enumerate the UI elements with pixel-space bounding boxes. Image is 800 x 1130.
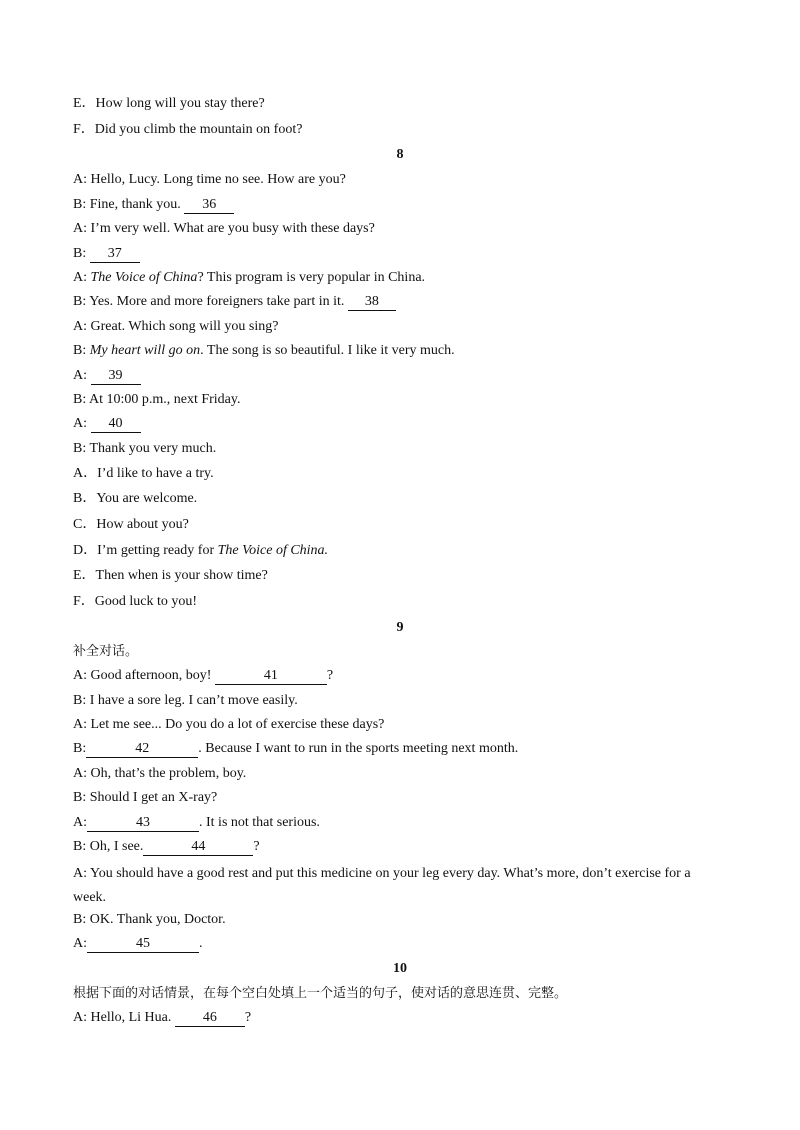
s8-option-d-italic: The Voice of China. <box>217 543 329 558</box>
s8-option-a: A．I’d like to have a try. <box>73 466 214 481</box>
s8-line-12: B: Thank you very much. <box>73 441 217 456</box>
s9-line-8-suffix: ? <box>253 839 260 854</box>
s9-line-4-suffix: . Because I want to run in the sports meeting next month. <box>198 741 519 756</box>
s9-instruction: 补全对话。 <box>73 644 139 659</box>
s10-line-1-text: A: Hello, Li Hua. <box>73 1010 175 1025</box>
s8-line-5-suffix: ? This program is very popular in China. <box>197 270 426 285</box>
s8-option-f: F．Good luck to you! <box>73 594 198 609</box>
s8-line-9 <box>73 367 141 385</box>
blank-46[interactable]: 46 <box>175 1010 245 1027</box>
option-e-prev: E．How long will you stay there? <box>73 96 265 111</box>
s9-line-7 <box>73 814 320 832</box>
s9-line-3: A: Let me see... Do you do a lot of exercise these days? <box>73 717 385 732</box>
s8-line-10: B: At 10:00 p.m., next Friday. <box>73 392 241 407</box>
s9-line-4-text: B: <box>73 741 87 756</box>
s10-line-1-suffix: ? <box>244 1010 252 1025</box>
s9-line-10: B: OK. Thank you, Doctor. <box>73 912 226 927</box>
s8-line-2-text: B: Fine, thank you. <box>73 197 185 212</box>
s9-line-1 <box>73 667 333 685</box>
s8-line-4 <box>73 245 140 263</box>
s8-line-6-text: B: Yes. More and more foreigners take part in it. <box>73 294 348 309</box>
section-8-number: 8 <box>396 147 404 162</box>
s8-option-e: E．Then when is your show time? <box>73 568 268 583</box>
blank-41[interactable]: 41 <box>215 668 327 685</box>
s8-line-4-text: B: <box>73 246 90 261</box>
s8-line-8-suffix: . The song is so beautiful. I like it very much. <box>200 343 455 358</box>
s8-line-3: A: I’m very well. What are you busy with these days? <box>73 221 375 236</box>
s9-line-9: A: You should have a good rest and put this medicine on your leg every day. What’s more, don’t exercise for a week. <box>73 866 691 905</box>
s9-line-1-suffix: ? <box>326 668 334 683</box>
s8-line-5-italic: The Voice of China <box>90 270 198 285</box>
blank-40[interactable]: 40 <box>91 416 141 433</box>
s9-line-8-text: B: Oh, I see. <box>73 839 144 854</box>
s8-line-8-italic: My heart will go on <box>89 343 201 358</box>
s10-line-1 <box>73 1009 251 1027</box>
s9-line-1-text: A: Good afternoon, boy! <box>73 668 215 683</box>
blank-42[interactable]: 42 <box>86 741 198 758</box>
s9-line-11 <box>73 935 203 953</box>
blank-45[interactable]: 45 <box>87 936 199 953</box>
s9-line-11-text: A: <box>73 936 87 951</box>
s8-line-5 <box>73 269 425 287</box>
s9-line-5: A: Oh, that’s the problem, boy. <box>73 766 247 781</box>
s9-line-4 <box>73 740 518 758</box>
blank-38[interactable]: 38 <box>348 294 396 311</box>
s9-line-7-text: A: <box>73 815 87 830</box>
s9-line-2: B: I have a sore leg. I can’t move easily. <box>73 693 298 708</box>
s8-line-8 <box>73 342 455 360</box>
s8-line-7: A: Great. Which song will you sing? <box>73 319 279 334</box>
s9-line-7-suffix: . It is not that serious. <box>199 815 320 830</box>
s8-option-d <box>73 542 328 560</box>
s8-line-8-prefix: B: <box>73 343 90 358</box>
s9-line-8 <box>73 838 260 856</box>
blank-43[interactable]: 43 <box>87 815 199 832</box>
s10-instruction: 根据下面的对话情景，在每个空白处填上一个适当的句子，使对话的意思连贯、完整。 <box>73 986 568 1001</box>
option-f-prev: F．Did you climb the mountain on foot? <box>73 122 303 137</box>
s9-line-6: B: Should I get an X-ray? <box>73 790 218 805</box>
s8-line-1: A: Hello, Lucy. Long time no see. How are you? <box>73 172 346 187</box>
s8-line-11 <box>73 415 141 433</box>
blank-39[interactable]: 39 <box>91 368 141 385</box>
s9-line-11-suffix: . <box>199 936 203 951</box>
section-9-number: 9 <box>396 620 404 635</box>
blank-37[interactable]: 37 <box>90 246 140 263</box>
blank-44[interactable]: 44 <box>143 839 253 856</box>
s8-line-5-prefix: A: <box>73 270 91 285</box>
s8-option-b: B．You are welcome. <box>73 491 198 506</box>
s8-option-c: C．How about you? <box>73 517 189 532</box>
s8-line-9-text: A: <box>73 368 91 383</box>
s8-line-6 <box>73 293 396 311</box>
blank-36[interactable]: 36 <box>184 197 234 214</box>
s8-option-d-text: D．I’m getting ready for <box>73 543 218 558</box>
section-10-number: 10 <box>393 961 407 976</box>
s8-line-2 <box>73 196 234 214</box>
s8-line-11-text: A: <box>73 416 91 431</box>
